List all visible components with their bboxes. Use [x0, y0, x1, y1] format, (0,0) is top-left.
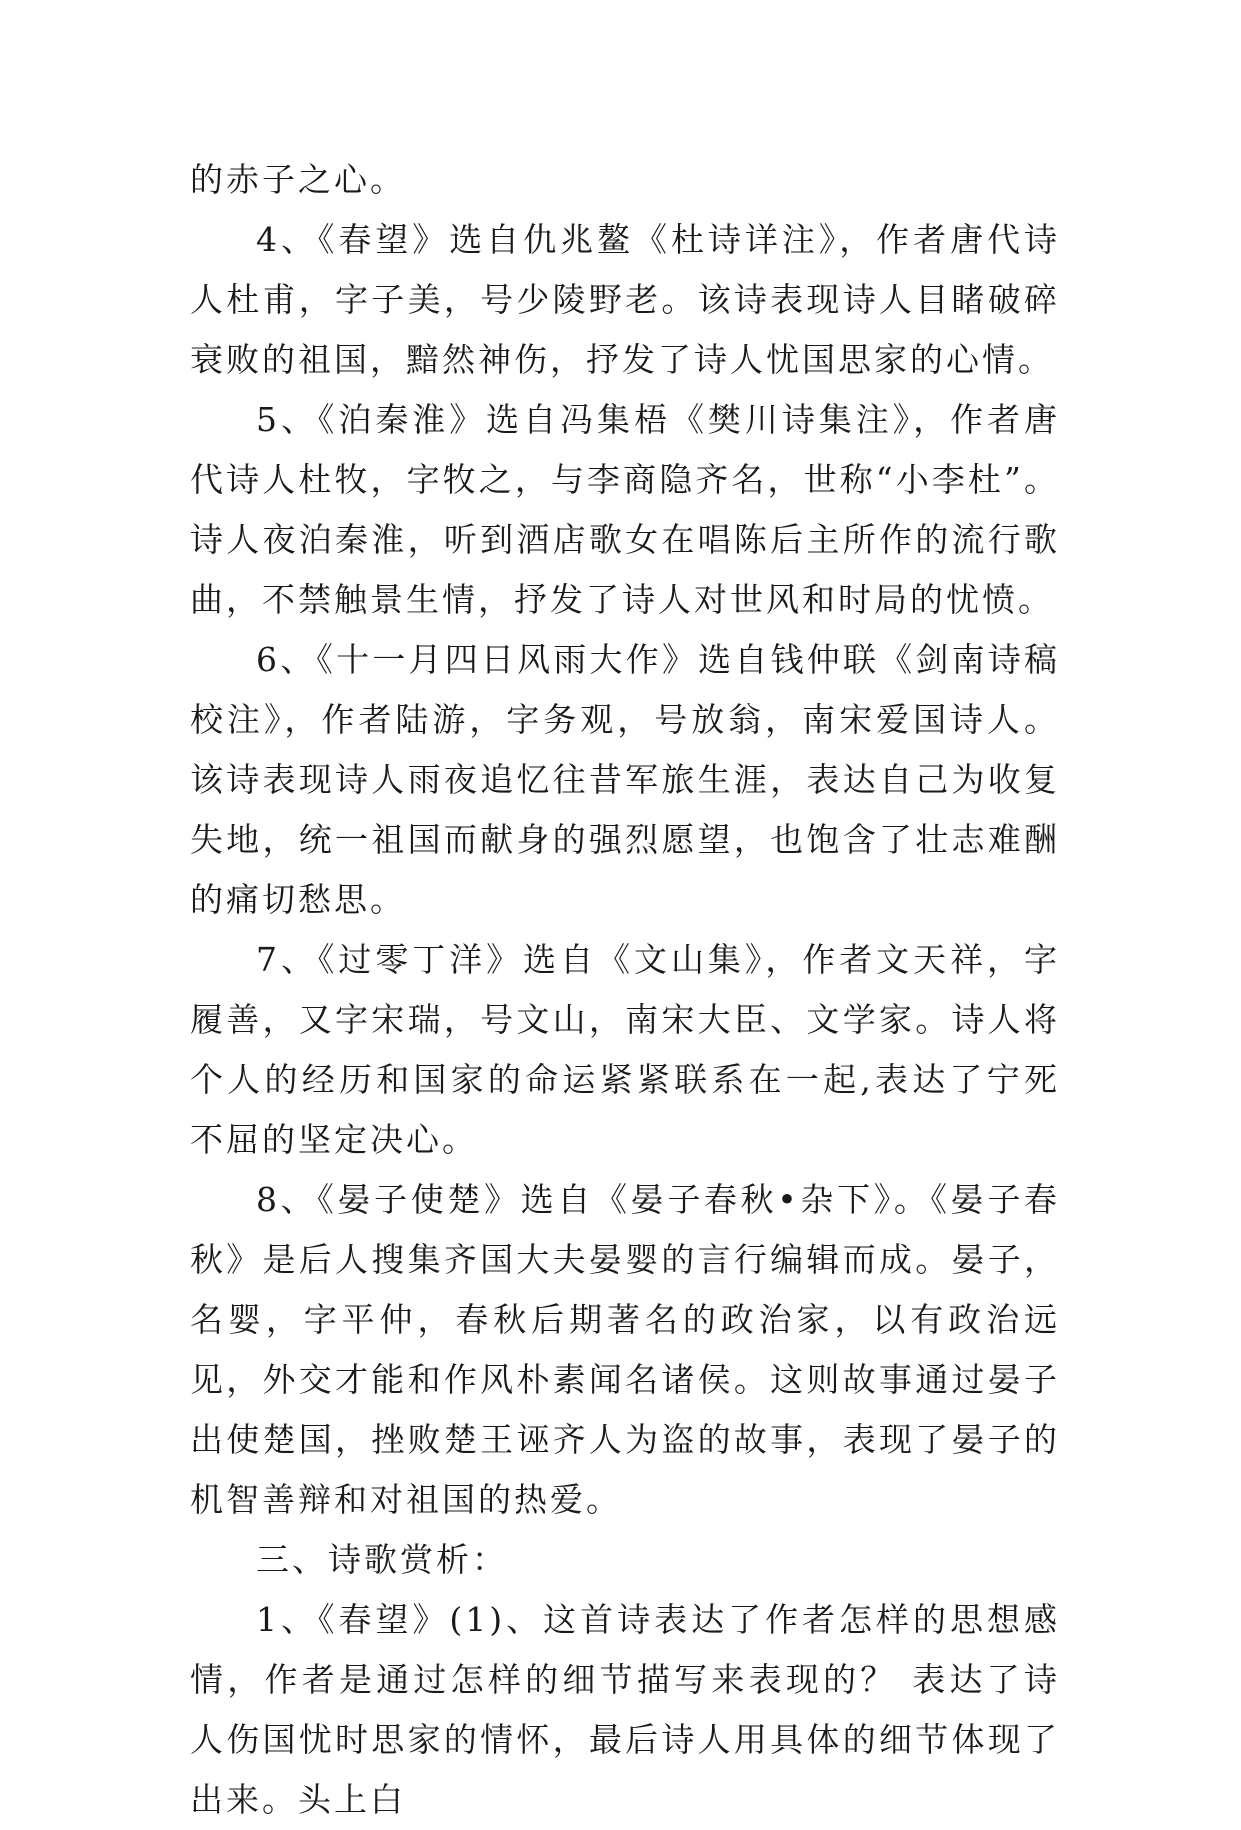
paragraph-continuation: 的赤子之心。	[190, 160, 406, 199]
paragraph-boqinhuai: 5、《泊秦淮》选自冯集梧《樊川诗集注》，作者唐代诗人杜牧，字牧之，与李商隐齐名，世称“小李杜”。诗人夜泊秦淮，听到酒店歌女在唱陈后主所作的流行歌曲，不禁触景生情，抒发了诗人对世风和时局的忧愤。	[190, 400, 1060, 619]
paragraph-fengyu: 6、《十一月四日风雨大作》选自钱仲联《剑南诗稿校注》，作者陆游，字务观，号放翁，南宋爱国诗人。该诗表现诗人雨夜追忆往昔军旅生涯，表达自己为收复失地，统一祖国而献身的强烈愿望，也饱含了壮志难酬的痛切愁思。	[190, 640, 1060, 919]
paragraph-lingdingyang: 7、《过零丁洋》选自《文山集》，作者文天祥，字履善，又字宋瑞，号文山，南宋大臣、文学家。诗人将个人的经历和国家的命运紧紧联系在一起,表达了宁死不屈的坚定决心。	[190, 940, 1060, 1159]
paragraph-chunwang-question: 1、《春望》(1)、这首诗表达了作者怎样的思想感情，作者是通过怎样的细节描写来表现的？ 表达了诗人伤国忧时思家的情怀，最后诗人用具体的细节体现了出来。头上白	[190, 1600, 1060, 1819]
paragraph-chunwang: 4、《春望》选自仇兆鳌《杜诗详注》，作者唐代诗人杜甫，字子美，号少陵野老。该诗表现诗人目睹破碎衰败的祖国，黯然神伤，抒发了诗人忧国思家的心情。	[190, 220, 1060, 379]
document-body	[190, 150, 1060, 1830]
paragraph-yanzi: 8、《晏子使楚》选自《晏子春秋•杂下》。《晏子春秋》是后人搜集齐国大夫晏婴的言行编辑而成。晏子，名婴，字平仲，春秋后期著名的政治家，以有政治远见，外交才能和作风朴素闻名诸侯。这则故事通过晏子出使楚国，挫败楚王诬齐人为盗的故事，表现了晏子的机智善辩和对祖国的热爱。	[190, 1180, 1060, 1519]
section-heading-poetry-appreciation: 三、诗歌赏析：	[256, 1540, 508, 1579]
